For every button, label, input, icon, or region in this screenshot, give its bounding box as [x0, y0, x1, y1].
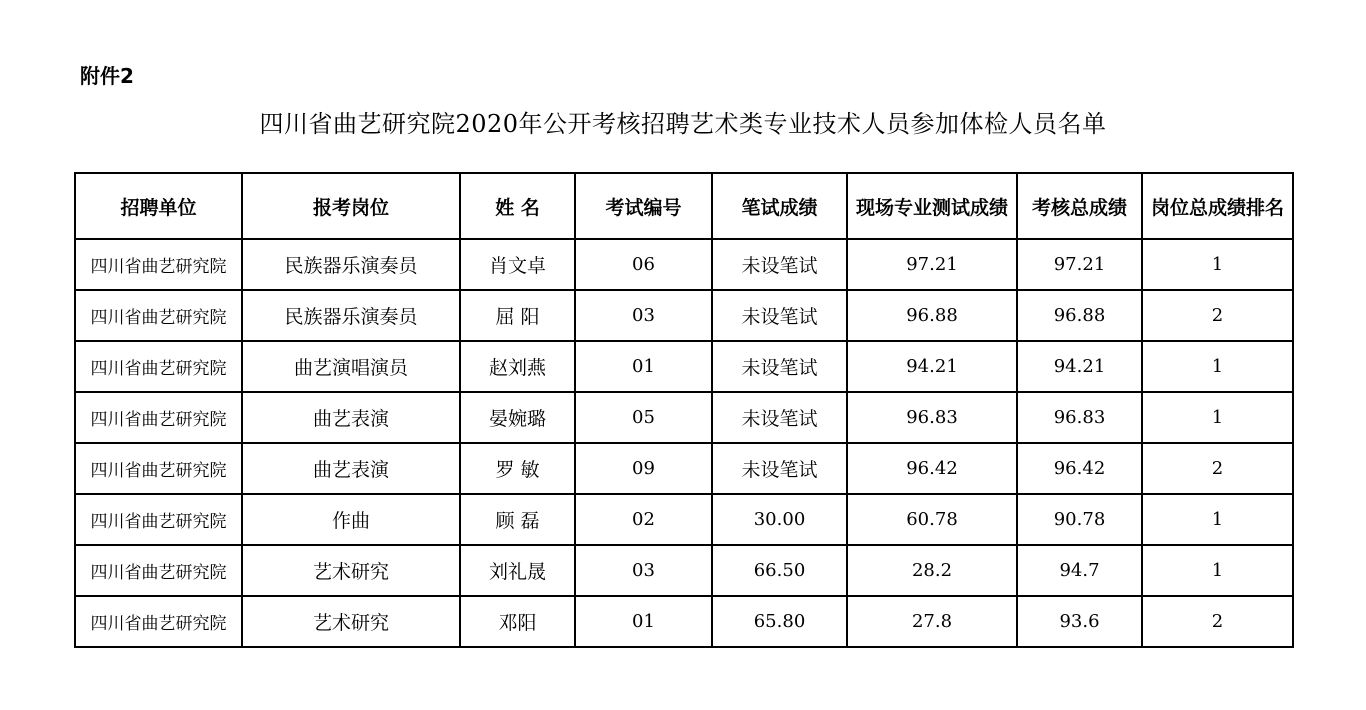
cell-exam-number: 01 [575, 341, 712, 392]
cell-position: 曲艺表演 [242, 392, 460, 443]
cell-rank: 1 [1142, 341, 1293, 392]
cell-unit: 四川省曲艺研究院 [75, 239, 242, 290]
table-row [75, 239, 1293, 290]
cell-total-score: 96.83 [1017, 392, 1142, 443]
table-row [75, 290, 1293, 341]
cell-rank: 1 [1142, 545, 1293, 596]
cell-total-score: 97.21 [1017, 239, 1142, 290]
cell-written-score: 未设笔试 [712, 392, 847, 443]
cell-onsite-score: 97.21 [847, 239, 1017, 290]
document-title: 四川省曲艺研究院2020年公开考核招聘艺术类专业技术人员参加体检人员名单 [259, 110, 1107, 138]
cell-exam-number: 03 [575, 545, 712, 596]
cell-rank: 1 [1142, 239, 1293, 290]
cell-name: 赵刘燕 [460, 341, 575, 392]
cell-unit: 四川省曲艺研究院 [75, 545, 242, 596]
cell-onsite-score: 27.8 [847, 596, 1017, 647]
cell-rank: 1 [1142, 392, 1293, 443]
cell-exam-number: 02 [575, 494, 712, 545]
table-row [75, 341, 1293, 392]
cell-written-score: 65.80 [712, 596, 847, 647]
cell-written-score: 30.00 [712, 494, 847, 545]
header-position: 报考岗位 [242, 173, 460, 239]
cell-rank: 1 [1142, 494, 1293, 545]
cell-exam-number: 06 [575, 239, 712, 290]
cell-written-score: 未设笔试 [712, 290, 847, 341]
cell-position: 作曲 [242, 494, 460, 545]
header-total-score: 考核总成绩 [1017, 173, 1142, 239]
cell-written-score: 未设笔试 [712, 341, 847, 392]
cell-written-score: 未设笔试 [712, 239, 847, 290]
table-row [75, 545, 1293, 596]
cell-written-score: 未设笔试 [712, 443, 847, 494]
cell-name: 肖文卓 [460, 239, 575, 290]
cell-total-score: 94.7 [1017, 545, 1142, 596]
cell-total-score: 96.42 [1017, 443, 1142, 494]
cell-unit: 四川省曲艺研究院 [75, 341, 242, 392]
cell-name: 刘礼晟 [460, 545, 575, 596]
cell-total-score: 93.6 [1017, 596, 1142, 647]
cell-onsite-score: 94.21 [847, 341, 1017, 392]
table-row [75, 494, 1293, 545]
cell-name: 罗 敏 [460, 443, 575, 494]
table-row [75, 392, 1293, 443]
exam-roster-table [74, 172, 1294, 648]
cell-unit: 四川省曲艺研究院 [75, 494, 242, 545]
cell-rank: 2 [1142, 596, 1293, 647]
cell-rank: 2 [1142, 443, 1293, 494]
cell-total-score: 90.78 [1017, 494, 1142, 545]
table-row [75, 443, 1293, 494]
cell-unit: 四川省曲艺研究院 [75, 443, 242, 494]
cell-unit: 四川省曲艺研究院 [75, 392, 242, 443]
header-name: 姓 名 [460, 173, 575, 239]
header-written-score: 笔试成绩 [712, 173, 847, 239]
table-header-row [75, 173, 1293, 239]
cell-rank: 2 [1142, 290, 1293, 341]
cell-exam-number: 01 [575, 596, 712, 647]
cell-onsite-score: 60.78 [847, 494, 1017, 545]
header-unit: 招聘单位 [75, 173, 242, 239]
cell-position: 艺术研究 [242, 545, 460, 596]
cell-written-score: 66.50 [712, 545, 847, 596]
attachment-label: 附件2 [80, 64, 134, 88]
cell-onsite-score: 96.42 [847, 443, 1017, 494]
table-row [75, 596, 1293, 647]
cell-onsite-score: 96.88 [847, 290, 1017, 341]
header-onsite-score: 现场专业测试成绩 [847, 173, 1017, 239]
cell-exam-number: 09 [575, 443, 712, 494]
cell-exam-number: 05 [575, 392, 712, 443]
cell-position: 民族器乐演奏员 [242, 290, 460, 341]
cell-unit: 四川省曲艺研究院 [75, 596, 242, 647]
cell-unit: 四川省曲艺研究院 [75, 290, 242, 341]
header-exam-number: 考试编号 [575, 173, 712, 239]
cell-position: 曲艺表演 [242, 443, 460, 494]
cell-total-score: 94.21 [1017, 341, 1142, 392]
cell-name: 邓阳 [460, 596, 575, 647]
cell-onsite-score: 96.83 [847, 392, 1017, 443]
cell-total-score: 96.88 [1017, 290, 1142, 341]
cell-name: 屈 阳 [460, 290, 575, 341]
cell-exam-number: 03 [575, 290, 712, 341]
cell-name: 顾 磊 [460, 494, 575, 545]
header-rank: 岗位总成绩排名 [1142, 173, 1293, 239]
cell-onsite-score: 28.2 [847, 545, 1017, 596]
cell-position: 曲艺演唱演员 [242, 341, 460, 392]
cell-name: 晏婉璐 [460, 392, 575, 443]
cell-position: 民族器乐演奏员 [242, 239, 460, 290]
cell-position: 艺术研究 [242, 596, 460, 647]
